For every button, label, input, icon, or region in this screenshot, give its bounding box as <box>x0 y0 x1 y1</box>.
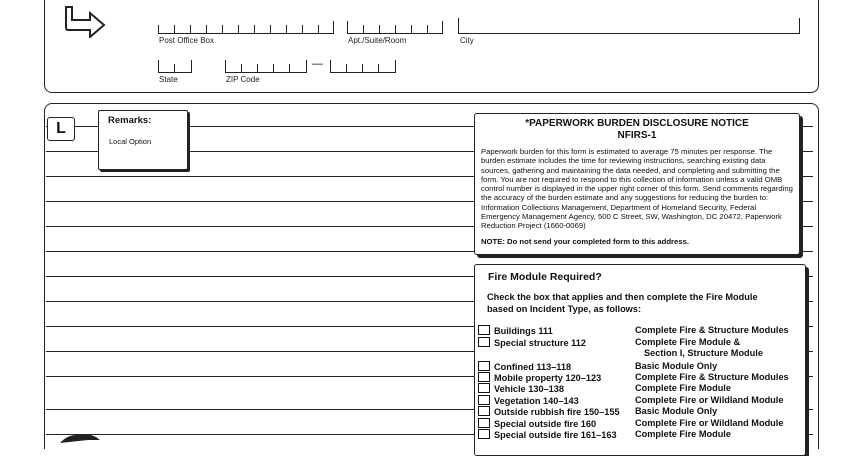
fire-module-action: Section I, Structure Module <box>644 348 763 358</box>
pointing-hand-icon <box>58 432 102 443</box>
zip-code-field[interactable] <box>225 59 307 73</box>
checkbox[interactable] <box>478 395 490 405</box>
fire-module-action: Complete Fire Module <box>635 383 731 393</box>
fire-module-instructions-1: Check the box that applies and then complete the Fire Module <box>487 292 758 302</box>
fire-module-row[interactable]: Special outside fire 160 <box>478 418 596 430</box>
checkbox[interactable] <box>478 383 490 393</box>
fire-module-row[interactable]: Outside rubbish fire 150–155 <box>478 406 620 418</box>
paperwork-notice-box <box>474 113 800 255</box>
local-option-label: Local Option <box>109 137 152 146</box>
fire-module-row[interactable]: Special outside fire 161–163 <box>478 429 617 441</box>
city-field[interactable] <box>458 18 800 34</box>
fire-module-action: Complete Fire Module <box>635 429 731 439</box>
fire-module-action: Complete Fire or Wildland Module <box>635 395 784 405</box>
fire-module-action: Basic Module Only <box>635 361 718 371</box>
checkbox[interactable] <box>478 372 490 382</box>
post-office-box-field[interactable] <box>158 20 334 34</box>
apt-suite-room-label: Apt./Suite/Room <box>348 36 407 45</box>
fire-module-action: Complete Fire & Structure Modules <box>635 372 789 382</box>
apt-suite-room-field[interactable] <box>347 20 443 34</box>
state-label: State <box>159 75 178 84</box>
city-label: City <box>460 36 474 45</box>
post-office-box-label: Post Office Box <box>159 36 214 45</box>
checkbox[interactable] <box>478 325 490 335</box>
fire-module-action: Complete Fire & Structure Modules <box>635 325 789 335</box>
remarks-title: Remarks: <box>108 115 152 126</box>
fire-module-title: Fire Module Required? <box>488 271 602 283</box>
checkbox[interactable] <box>478 418 490 428</box>
fire-module-row[interactable]: Vehicle 130–138 <box>478 383 564 395</box>
fire-module-action: Basic Module Only <box>635 406 718 416</box>
fire-module-row[interactable]: Mobile property 120–123 <box>478 372 601 384</box>
checkbox[interactable] <box>478 406 490 416</box>
fire-module-box <box>474 264 806 456</box>
fire-module-action: Complete Fire Module & <box>635 337 741 347</box>
notice-body: Paperwork burden for this form is estimated to average 75 minutes per response. The burden estimate includes the time for reviewing instructions, searching existing data sources, gathering and maintaining the data needed, and completing and submitting the form. You are not required to respond to this collection of information unless a valid OMB control number is displayed in the upper right corner of this form. Send comments regarding the accuracy of the burden estimate and any suggestions for reducing the burden to: Information Collections Management, Department of Homeland Security, Federal Emergency Management Agency, 500 C Street, SW, Washington, DC 20472, Paperwork Reduction Project (1660-0069) <box>481 147 793 231</box>
fire-module-instructions-2: based on Incident Type, as follows: <box>487 304 641 314</box>
checkbox[interactable] <box>478 361 490 371</box>
checkbox[interactable] <box>478 337 490 347</box>
notice-note: NOTE: Do not send your completed form to this address. <box>481 236 690 246</box>
state-field[interactable] <box>158 59 192 73</box>
fire-module-row[interactable]: Vegetation 140–143 <box>478 395 579 407</box>
notice-title: *PAPERWORK BURDEN DISCLOSURE NOTICE <box>525 118 749 129</box>
section-letter-box <box>47 117 75 141</box>
fire-module-action: Complete Fire or Wildland Module <box>635 418 784 428</box>
fire-module-row[interactable]: Confined 113–118 <box>478 361 571 373</box>
zip-dash: — <box>312 58 323 70</box>
fire-module-row[interactable]: Buildings 111 <box>478 325 553 337</box>
checkbox[interactable] <box>478 429 490 439</box>
fire-module-row[interactable]: Special structure 112 <box>478 337 586 349</box>
notice-subtitle: NFIRS-1 <box>617 130 657 141</box>
arrow-icon <box>60 6 110 38</box>
zip-plus4-field[interactable] <box>330 59 396 73</box>
remarks-header-box <box>98 110 188 170</box>
zip-code-label: ZIP Code <box>226 75 260 84</box>
section-letter: L <box>56 120 66 137</box>
